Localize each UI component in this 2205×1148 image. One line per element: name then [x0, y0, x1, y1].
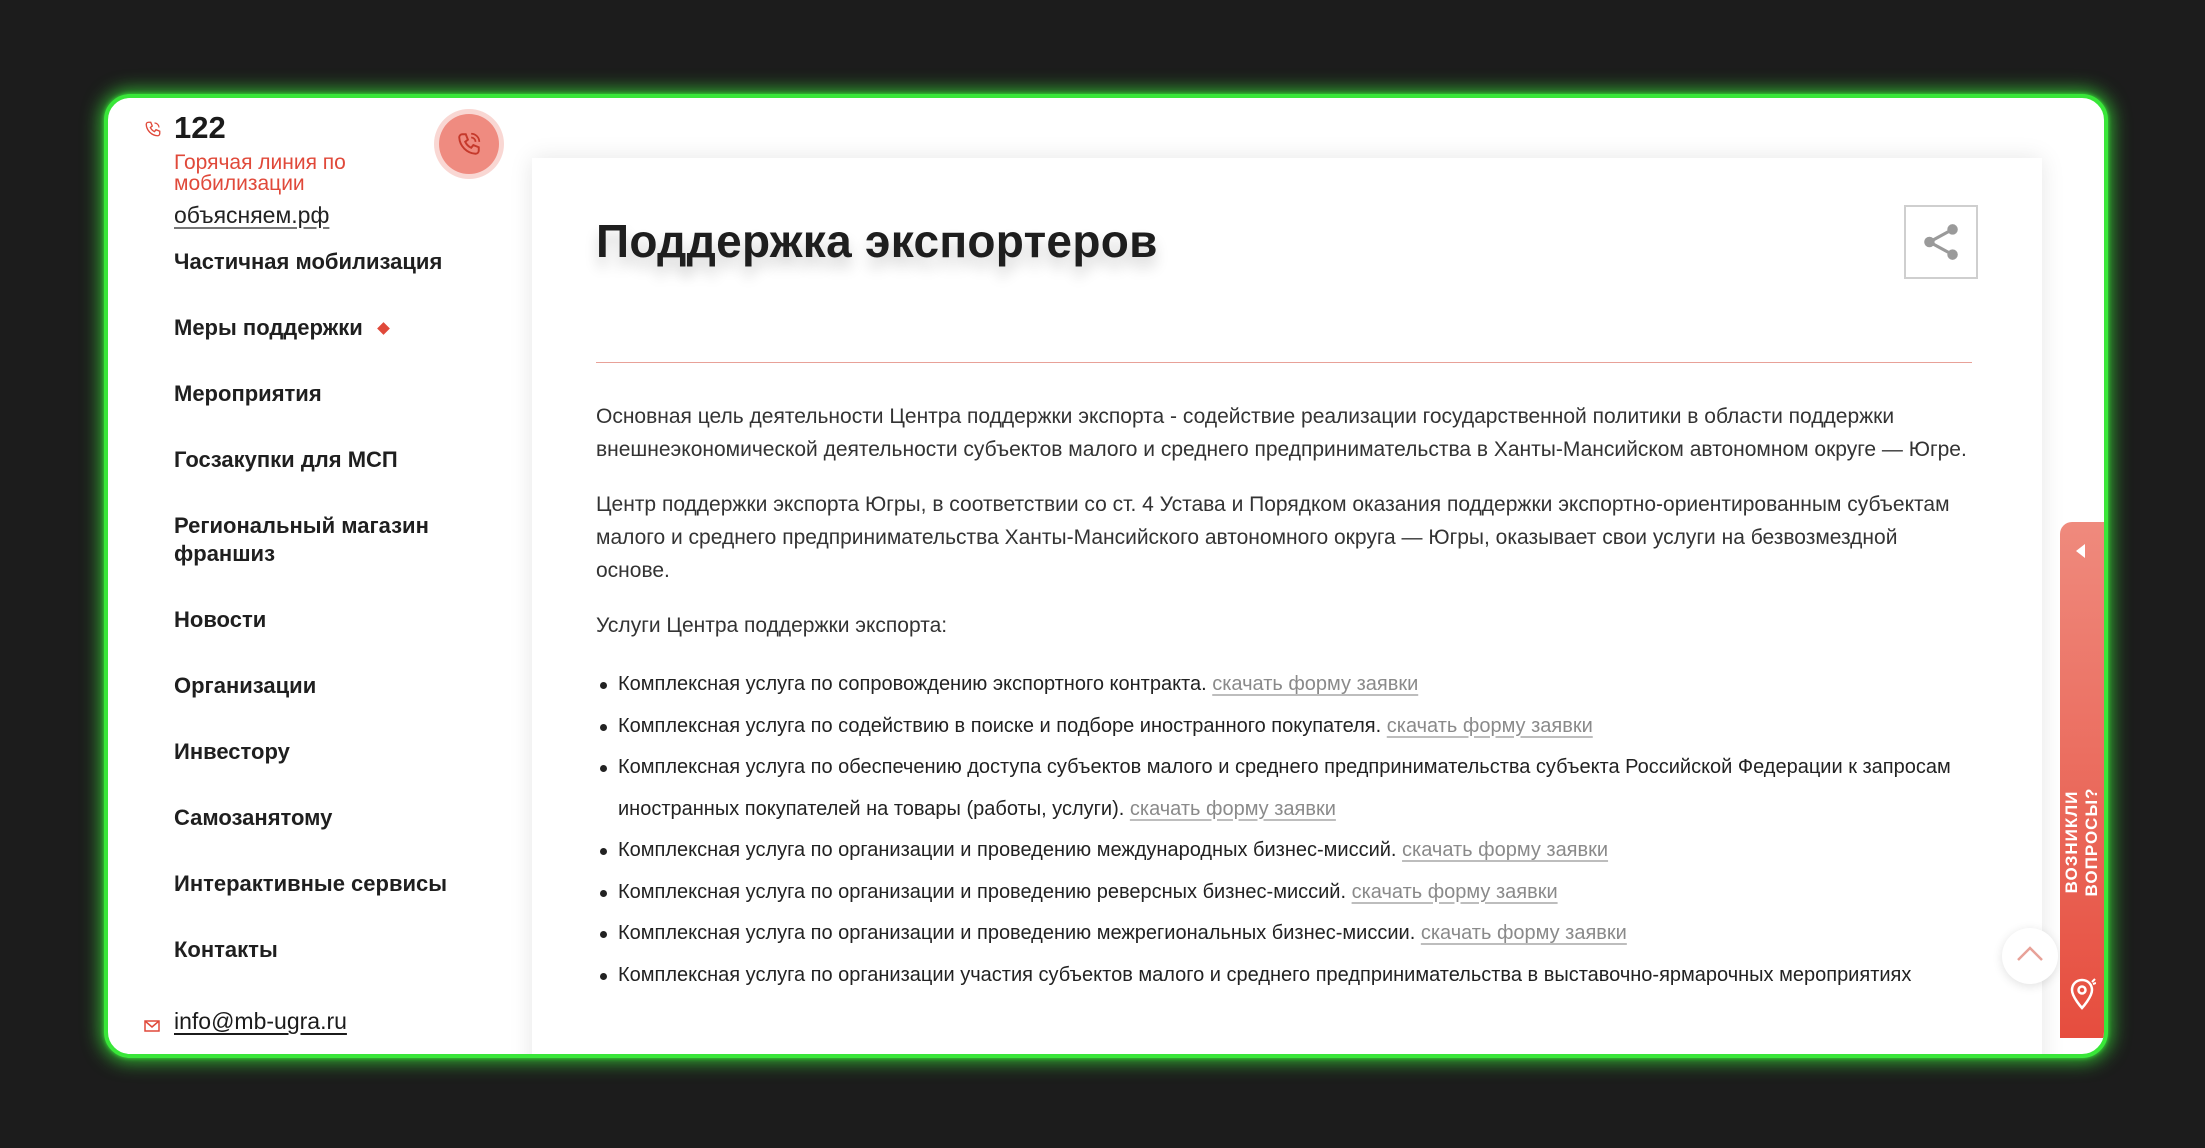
nav-item-franchise-shop[interactable] [174, 512, 464, 568]
service-text: Комплексная услуга по организации и проведению международных бизнес-миссий. [618, 839, 1397, 861]
nav-item-news[interactable] [174, 606, 464, 634]
nav-item-label: Контакты [174, 937, 278, 962]
service-text: Комплексная услуга по сопровождению экспортного контракта. [618, 673, 1207, 695]
list-item [618, 664, 1976, 706]
explain-link[interactable]: объясняем.рф [174, 202, 330, 228]
nav-item-events[interactable] [174, 380, 464, 408]
download-form-link[interactable]: скачать форму заявки [1212, 673, 1419, 695]
nav-item-contacts[interactable] [174, 936, 464, 964]
hotline-label: Горячая линия по мобилизации [174, 151, 346, 195]
service-text: Комплексная услуга по содействию в поиске и подборе иностранного покупателя. [618, 714, 1382, 737]
scroll-to-top-button[interactable] [2002, 928, 2058, 984]
nav-item-label: Самозанятому [174, 805, 333, 830]
list-item [618, 872, 1976, 914]
questions-tab[interactable] [2060, 522, 2104, 1038]
share-icon [1920, 221, 1962, 263]
content-card [532, 158, 2042, 1058]
nav-item-self-employed[interactable] [174, 804, 464, 832]
nav-item-label: Интерактивные сервисы [174, 871, 448, 896]
nav-item-label: Организации [174, 673, 317, 698]
nav-item-support[interactable] [174, 314, 464, 342]
services-list [596, 664, 1976, 996]
service-text: Комплексная услуга по организации участия субъектов малого и среднего предпринимательства в выставочно-ярмарочных мероприятиях [618, 963, 1912, 986]
nav-item-investor[interactable] [174, 738, 464, 766]
list-item [618, 747, 1976, 830]
sidebar-nav [174, 248, 464, 1002]
nav-item-mobilization[interactable] [174, 248, 464, 276]
nav-item-label: Меры поддержки [174, 315, 363, 340]
paragraph: Центр поддержки экспорта Югры, в соответствии со ст. 4 Устава и Порядком оказания поддержки экспортно-ориентированным субъектам малого и среднего предпринимательства Ханты-Мансийского автономного округа — Югры, оказывает свои услуги на безвозмездной основе. [596, 493, 1950, 582]
download-form-link[interactable]: скачать форму заявки [1402, 839, 1609, 861]
nav-item-label: Новости [174, 607, 267, 632]
nav-item-organizations[interactable] [174, 672, 464, 700]
sidebar [108, 98, 528, 1054]
service-text: Комплексная услуга по организации и проведению реверсных бизнес-миссий. [618, 880, 1347, 903]
paragraph: Основная цель деятельности Центра поддержки экспорта - содействие реализации государственной политики в области поддержки внешнеэкономической деятельности субъектов малого и среднего предпринимательства в Ханты-Мансийском автономном округе — Югре. [596, 405, 1967, 461]
download-form-link[interactable]: скачать форму заявки [1351, 880, 1558, 903]
nav-item-label: Региональный магазин франшиз [174, 513, 429, 566]
mail-icon [144, 1020, 160, 1032]
download-form-link[interactable]: скачать форму заявки [1420, 922, 1627, 944]
email-link[interactable]: info@mb-ugra.ru [174, 1008, 347, 1034]
service-text: Комплексная услуга по обеспечению доступа субъектов малого и среднего предпринимательства субъекта Российской Федерации к запросам иностранных покупателей на товары (работы, услуги). [618, 756, 1951, 820]
nav-item-label: Мероприятия [174, 381, 322, 406]
services-heading: Услуги Центра поддержки экспорта: [596, 614, 948, 637]
list-item [618, 830, 1976, 872]
article-body [596, 400, 1976, 996]
share-button[interactable] [1904, 205, 1978, 279]
phone-icon [144, 120, 162, 138]
nav-item-label: Госзакупки для МСП [174, 447, 398, 472]
nav-item-procurement[interactable] [174, 446, 464, 474]
list-item [618, 913, 1976, 955]
questions-tab-label: ВОЗНИКЛИ ВОПРОСЫ? [2062, 787, 2101, 897]
location-pin-icon [2068, 978, 2096, 1014]
nav-item-label: Инвестору [174, 739, 290, 764]
triangle-left-icon [2076, 544, 2085, 558]
download-form-link[interactable]: скачать форму заявки [1386, 714, 1593, 737]
list-item [618, 955, 1976, 997]
page-title: Поддержка экспортеров [596, 215, 1158, 267]
list-item [618, 706, 1976, 748]
nav-item-interactive-services[interactable] [174, 870, 464, 898]
chevron-up-icon [2016, 944, 2044, 964]
phone-call-icon [456, 131, 482, 157]
hotline-phone-number[interactable]: 122 [174, 110, 226, 145]
browser-frame [104, 94, 2108, 1058]
title-divider [596, 362, 1972, 363]
active-marker-icon [377, 322, 390, 335]
call-button[interactable] [439, 114, 499, 174]
service-text: Комплексная услуга по организации и проведению межрегиональных бизнес-миссии. [618, 922, 1416, 944]
download-form-link[interactable]: скачать форму заявки [1129, 797, 1336, 820]
nav-item-label: Частичная мобилизация [174, 249, 443, 274]
